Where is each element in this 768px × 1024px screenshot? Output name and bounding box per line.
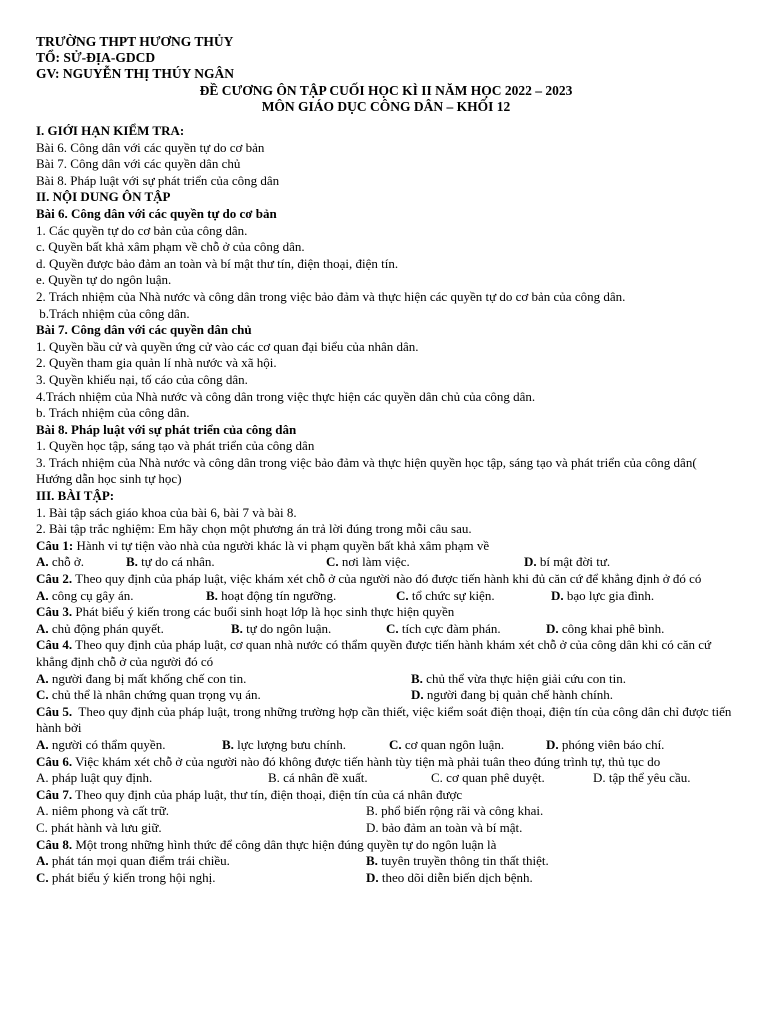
option-letter: D. — [593, 770, 606, 786]
option-text: cá nhân đề xuất. — [279, 770, 368, 786]
option-letter: B. — [366, 803, 378, 819]
department-name: TỔ: SỬ-ĐỊA-GDCD — [36, 50, 156, 66]
question-text: Phát biểu ý kiến trong các buổi sinh hoạt lớp là học sinh thực hiện quyền — [72, 604, 455, 620]
answer-option — [268, 770, 368, 787]
option-text: theo dõi diễn biến dịch bệnh. — [378, 869, 533, 885]
option-letter: D. — [366, 869, 379, 885]
option-text: chủ thể vừa thực hiện giải cứu con tin. — [422, 670, 627, 686]
question-stem — [36, 787, 736, 804]
school-name: TRƯỜNG THPT HƯƠNG THỦY — [36, 34, 234, 49]
question-number: Câu 2. — [36, 571, 73, 587]
answer-option — [366, 803, 543, 820]
answer-option — [36, 870, 215, 887]
question-text: Theo quy định của pháp luật, trong những trường hợp cần thiết, việc kiểm soát điện thoại, điện tín của công dân chỉ được tiến hành bởi — [36, 703, 735, 736]
question-list — [36, 538, 736, 886]
answer-option — [126, 554, 215, 571]
answer-options-row — [36, 737, 736, 754]
question-text: Theo quy định của pháp luật, cơ quan nhà nước có thẩm quyền được tiến hành khám xét chỗ ở của công dân khi có căn cứ khẳng định chỗ ở của người đó có — [36, 637, 715, 670]
answer-option — [389, 737, 504, 754]
option-letter: B. — [366, 853, 378, 869]
question-number: Câu 8. — [36, 836, 73, 852]
answer-option — [366, 820, 522, 837]
section-2-heading: II. NỘI DUNG ÔN TẬP — [36, 189, 171, 205]
option-text: công khai phê bình. — [558, 620, 665, 636]
option-text: hoạt động tín ngưỡng. — [217, 587, 337, 603]
document-page — [36, 34, 736, 886]
question-text: Theo quy định của pháp luật, việc khám xét chỗ ở của người nào đó được tiến hành khi đủ căn cứ để khẳng định ở đó có — [72, 571, 702, 587]
question-stem — [36, 754, 736, 771]
lesson-7-line: 1. Quyền bầu cử và quyền ứng cử vào các cơ quan đại biểu của nhân dân. — [36, 338, 419, 354]
option-text: người có thẩm quyền. — [48, 736, 166, 752]
option-text: phát tán mọi quan điểm trái chiều. — [48, 853, 230, 869]
option-text: nơi làm việc. — [338, 554, 410, 570]
answer-option — [36, 588, 133, 605]
answer-option — [36, 803, 169, 820]
option-text: tập thể yêu cầu. — [605, 770, 691, 786]
answer-option — [411, 671, 626, 688]
answer-option — [593, 770, 690, 787]
answer-options-row — [36, 870, 736, 887]
lesson-6-line: 1. Các quyền tự do cơ bản của công dân. — [36, 222, 248, 238]
answer-option — [551, 588, 654, 605]
question-number: Câu 7. — [36, 786, 73, 802]
answer-option — [36, 820, 162, 837]
lesson-8-line: 1. Quyền học tập, sáng tạo và phát triển của công dân — [36, 438, 315, 454]
answer-option — [36, 687, 261, 704]
option-letter: B. — [206, 587, 218, 603]
option-text: pháp luật quy định. — [48, 770, 153, 786]
question-text: Việc khám xét chỗ ở của người nào đó không được tiến hành tùy tiện mà phải tuân theo đúng trình tự, thủ tục do — [72, 753, 661, 769]
answer-options-row — [36, 770, 736, 787]
answer-option — [36, 671, 246, 688]
option-text: bạo lực gia đình. — [563, 587, 655, 603]
option-letter: A. — [36, 853, 49, 869]
option-letter: A. — [36, 554, 49, 570]
option-letter: D. — [524, 554, 537, 570]
option-text: chỗ ở. — [48, 554, 85, 570]
option-letter: B. — [126, 554, 138, 570]
option-letter: C. — [396, 587, 409, 603]
option-letter: D. — [411, 687, 424, 703]
answer-option — [206, 588, 336, 605]
option-text: tuyên truyền thông tin thất thiệt. — [377, 853, 549, 869]
option-letter: A. — [36, 670, 49, 686]
option-letter: B. — [268, 770, 280, 786]
answer-option — [36, 621, 164, 638]
section-1-item: Bài 7. Công dân với các quyền dân chủ — [36, 156, 241, 172]
answer-option — [231, 621, 331, 638]
question-stem — [36, 604, 736, 621]
option-text: chủ động phán quyết. — [48, 620, 164, 636]
section-1-item: Bài 8. Pháp luật với sự phát triển của công dân — [36, 172, 280, 188]
question-stem — [36, 571, 736, 588]
answer-option — [366, 853, 549, 870]
question-text: Một trong những hình thức để công dân thực hiện đúng quyền tự do ngôn luận là — [72, 836, 497, 852]
option-letter: B. — [231, 620, 243, 636]
lesson-6-line: d. Quyền được bảo đảm an toàn và bí mật thư tín, điện thoại, điện tín. — [36, 255, 399, 271]
answer-options-row — [36, 588, 736, 605]
option-text: lực lượng bưu chính. — [233, 736, 347, 752]
option-letter: A. — [36, 587, 49, 603]
answer-option — [411, 687, 613, 704]
option-text: niêm phong và cất trữ. — [48, 803, 170, 819]
lesson-6-line: c. Quyền bất khả xâm phạm về chỗ ở của công dân. — [36, 239, 305, 255]
teacher-name: GV: NGUYỄN THỊ THÚY NGÂN — [36, 66, 235, 82]
option-text: tổ chức sự kiện. — [408, 587, 495, 603]
lesson-6-line: b.Trách nhiệm của công dân. — [36, 305, 190, 321]
option-letter: C. — [431, 770, 443, 786]
answer-option — [36, 853, 230, 870]
option-letter: B. — [411, 670, 423, 686]
option-letter: C. — [36, 819, 48, 835]
option-letter: A. — [36, 803, 49, 819]
question-text: Theo quy định của pháp luật, thư tín, điện thoại, điện tín của cá nhân được — [72, 786, 463, 802]
answer-option — [36, 770, 152, 787]
lesson-6-line: e. Quyền tự do ngôn luận. — [36, 272, 172, 288]
answer-option — [524, 554, 610, 571]
section-3-heading: III. BÀI TẬP: — [36, 488, 115, 504]
option-letter: D. — [546, 620, 559, 636]
option-text: phát biểu ý kiến trong hội nghị. — [48, 869, 216, 885]
lesson-7-title: Bài 7. Công dân với các quyền dân chủ — [36, 322, 252, 338]
answer-options-row — [36, 554, 736, 571]
answer-options-row — [36, 853, 736, 870]
document-subtitle: MÔN GIÁO DỤC CÔNG DÂN – KHỐI 12 — [261, 98, 511, 114]
option-text: công cụ gây án. — [48, 587, 134, 603]
option-text: người đang bị quản chế hành chính. — [423, 687, 614, 703]
option-text: tự do ngôn luận. — [242, 620, 332, 636]
section-1-item: Bài 6. Công dân với các quyền tự do cơ bản — [36, 139, 265, 155]
lesson-8-line: 3. Trách nhiệm của Nhà nước và công dân trong việc bảo đảm và thực hiện quyền học tập, sáng tạo và phát triển của công dân( Hướng dẫn học sinh tự học) — [36, 454, 697, 487]
lesson-6-line: 2. Trách nhiệm của Nhà nước và công dân trong việc bảo đảm và thực hiện các quyền tự do cơ bản của công dân. — [36, 288, 626, 304]
option-text: phát hành và lưu giữ. — [47, 819, 162, 835]
option-letter: A. — [36, 770, 49, 786]
lesson-7-line: 2. Quyền tham gia quản lí nhà nước và xã hội. — [36, 355, 277, 371]
answer-option — [546, 621, 664, 638]
answer-option — [546, 737, 664, 754]
option-letter: C. — [36, 869, 49, 885]
question-text: Hành vi tự tiện vào nhà của người khác là vi phạm quyền bất khả xâm phạm về — [73, 537, 490, 553]
answer-options-row — [36, 687, 736, 704]
option-text: tích cực đàm phán. — [398, 620, 501, 636]
lesson-8-title: Bài 8. Pháp luật với sự phát triển của công dân — [36, 421, 297, 437]
question-stem — [36, 704, 736, 737]
question-number: Câu 5. — [36, 703, 73, 719]
question-stem — [36, 637, 736, 670]
answer-option — [326, 554, 410, 571]
option-letter: A. — [36, 620, 49, 636]
answer-option — [222, 737, 346, 754]
option-letter: D. — [551, 587, 564, 603]
answer-option — [36, 737, 165, 754]
option-text: tự do cá nhân. — [137, 554, 215, 570]
exercise-intro-line: 1. Bài tập sách giáo khoa của bài 6, bài 7 và bài 8. — [36, 504, 297, 520]
option-letter: C. — [36, 687, 49, 703]
question-number: Câu 6. — [36, 753, 73, 769]
option-text: phóng viên báo chí. — [558, 736, 665, 752]
option-letter: C. — [389, 736, 402, 752]
option-letter: B. — [222, 736, 234, 752]
question-number: Câu 4. — [36, 637, 73, 653]
answer-options-row — [36, 820, 736, 837]
answer-option — [386, 621, 501, 638]
option-text: bí mật đời tư. — [536, 554, 611, 570]
document-title: ĐỀ CƯƠNG ÔN TẬP CUỐI HỌC KÌ II NĂM HỌC 2022 – 2023 — [199, 82, 573, 98]
answer-options-row — [36, 671, 736, 688]
question-number: Câu 1: — [36, 537, 74, 553]
answer-options-row — [36, 621, 736, 638]
option-text: cơ quan phê duyệt. — [442, 770, 545, 786]
option-text: người đang bị mất khống chế con tin. — [48, 670, 247, 686]
answer-option — [366, 870, 533, 887]
option-text: phổ biến rộng rãi và công khai. — [377, 803, 544, 819]
lesson-7-line: 3. Quyền khiếu nại, tố cáo của công dân. — [36, 371, 248, 387]
option-text: cơ quan ngôn luận. — [401, 736, 505, 752]
question-number: Câu 3. — [36, 604, 73, 620]
option-text: chủ thể là nhân chứng quan trọng vụ án. — [48, 687, 261, 703]
option-letter: A. — [36, 736, 49, 752]
option-letter: D. — [366, 819, 379, 835]
question-stem — [36, 837, 736, 854]
lesson-7-line: 4.Trách nhiệm của Nhà nước và công dân trong việc thực hiện các quyền dân chủ của công dân. — [36, 388, 536, 404]
question-stem — [36, 538, 736, 555]
lesson-6-title: Bài 6. Công dân với các quyền tự do cơ bản — [36, 205, 277, 221]
exercise-intro-line: 2. Bài tập trắc nghiệm: Em hãy chọn một phương án trả lời đúng trong mỗi câu sau. — [36, 521, 472, 537]
answer-options-row — [36, 803, 736, 820]
section-1-heading: I. GIỚI HẠN KIỂM TRA: — [36, 123, 185, 139]
option-letter: D. — [546, 736, 559, 752]
option-letter: C. — [326, 554, 339, 570]
lesson-7-line: b. Trách nhiệm của công dân. — [36, 405, 190, 421]
answer-option — [36, 554, 84, 571]
option-letter: C. — [386, 620, 399, 636]
answer-option — [396, 588, 495, 605]
option-text: bảo đảm an toàn và bí mật. — [378, 819, 523, 835]
answer-option — [431, 770, 545, 787]
